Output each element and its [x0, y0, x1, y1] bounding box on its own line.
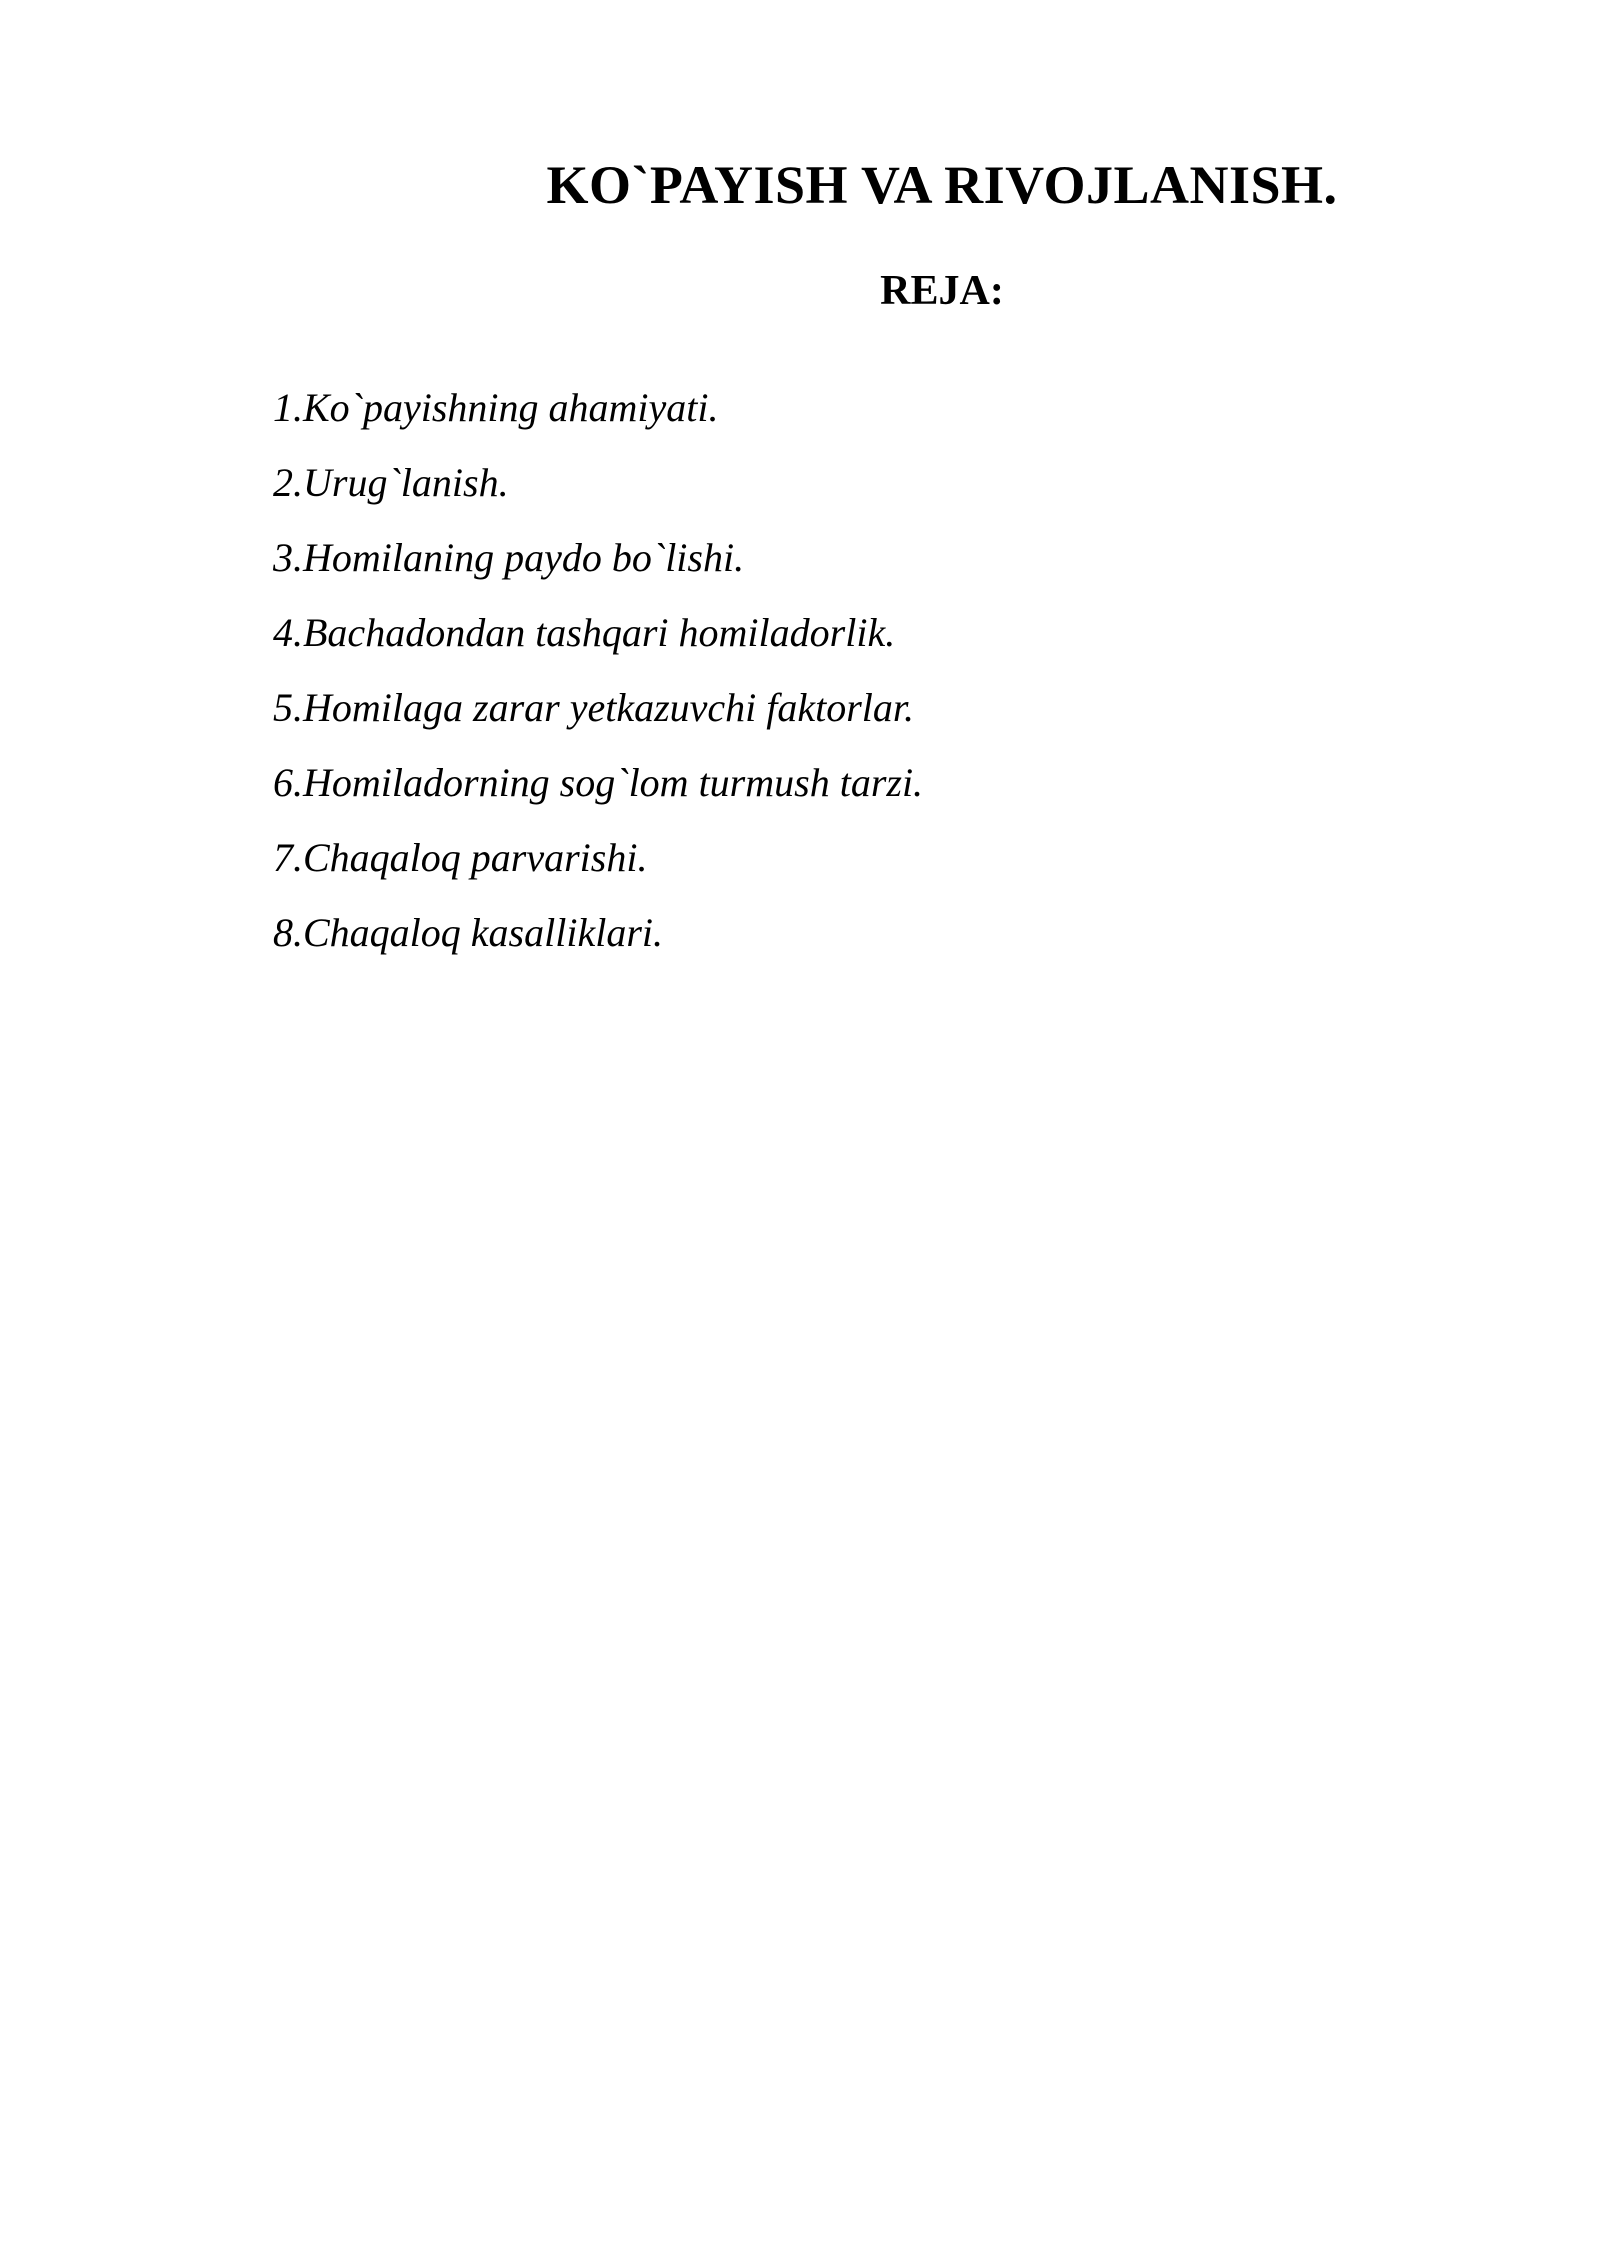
plan-item: 5.Homilaga zarar yetkazuvchi faktorlar. [273, 685, 915, 730]
plan-item: 3.Homilaning paydo bo`lishi. [273, 535, 745, 580]
page-title: KO`PAYISH VA RIVOJLANISH. [546, 155, 1338, 215]
plan-item: 4.Bachadondan tashqari homiladorlik. [273, 610, 896, 655]
plan-item: 6.Homiladorning sog`lom turmush tarzi. [273, 760, 924, 805]
plan-item: 7.Chaqaloq parvarishi. [273, 835, 648, 880]
plan-list [273, 370, 923, 970]
plan-item: 1.Ko`payishning ahamiyati. [273, 385, 719, 430]
plan-item: 8.Chaqaloq kasalliklari. [273, 910, 663, 955]
plan-item: 2.Urug`lanish. [273, 460, 509, 505]
plan-heading: REJA: [880, 268, 1004, 314]
